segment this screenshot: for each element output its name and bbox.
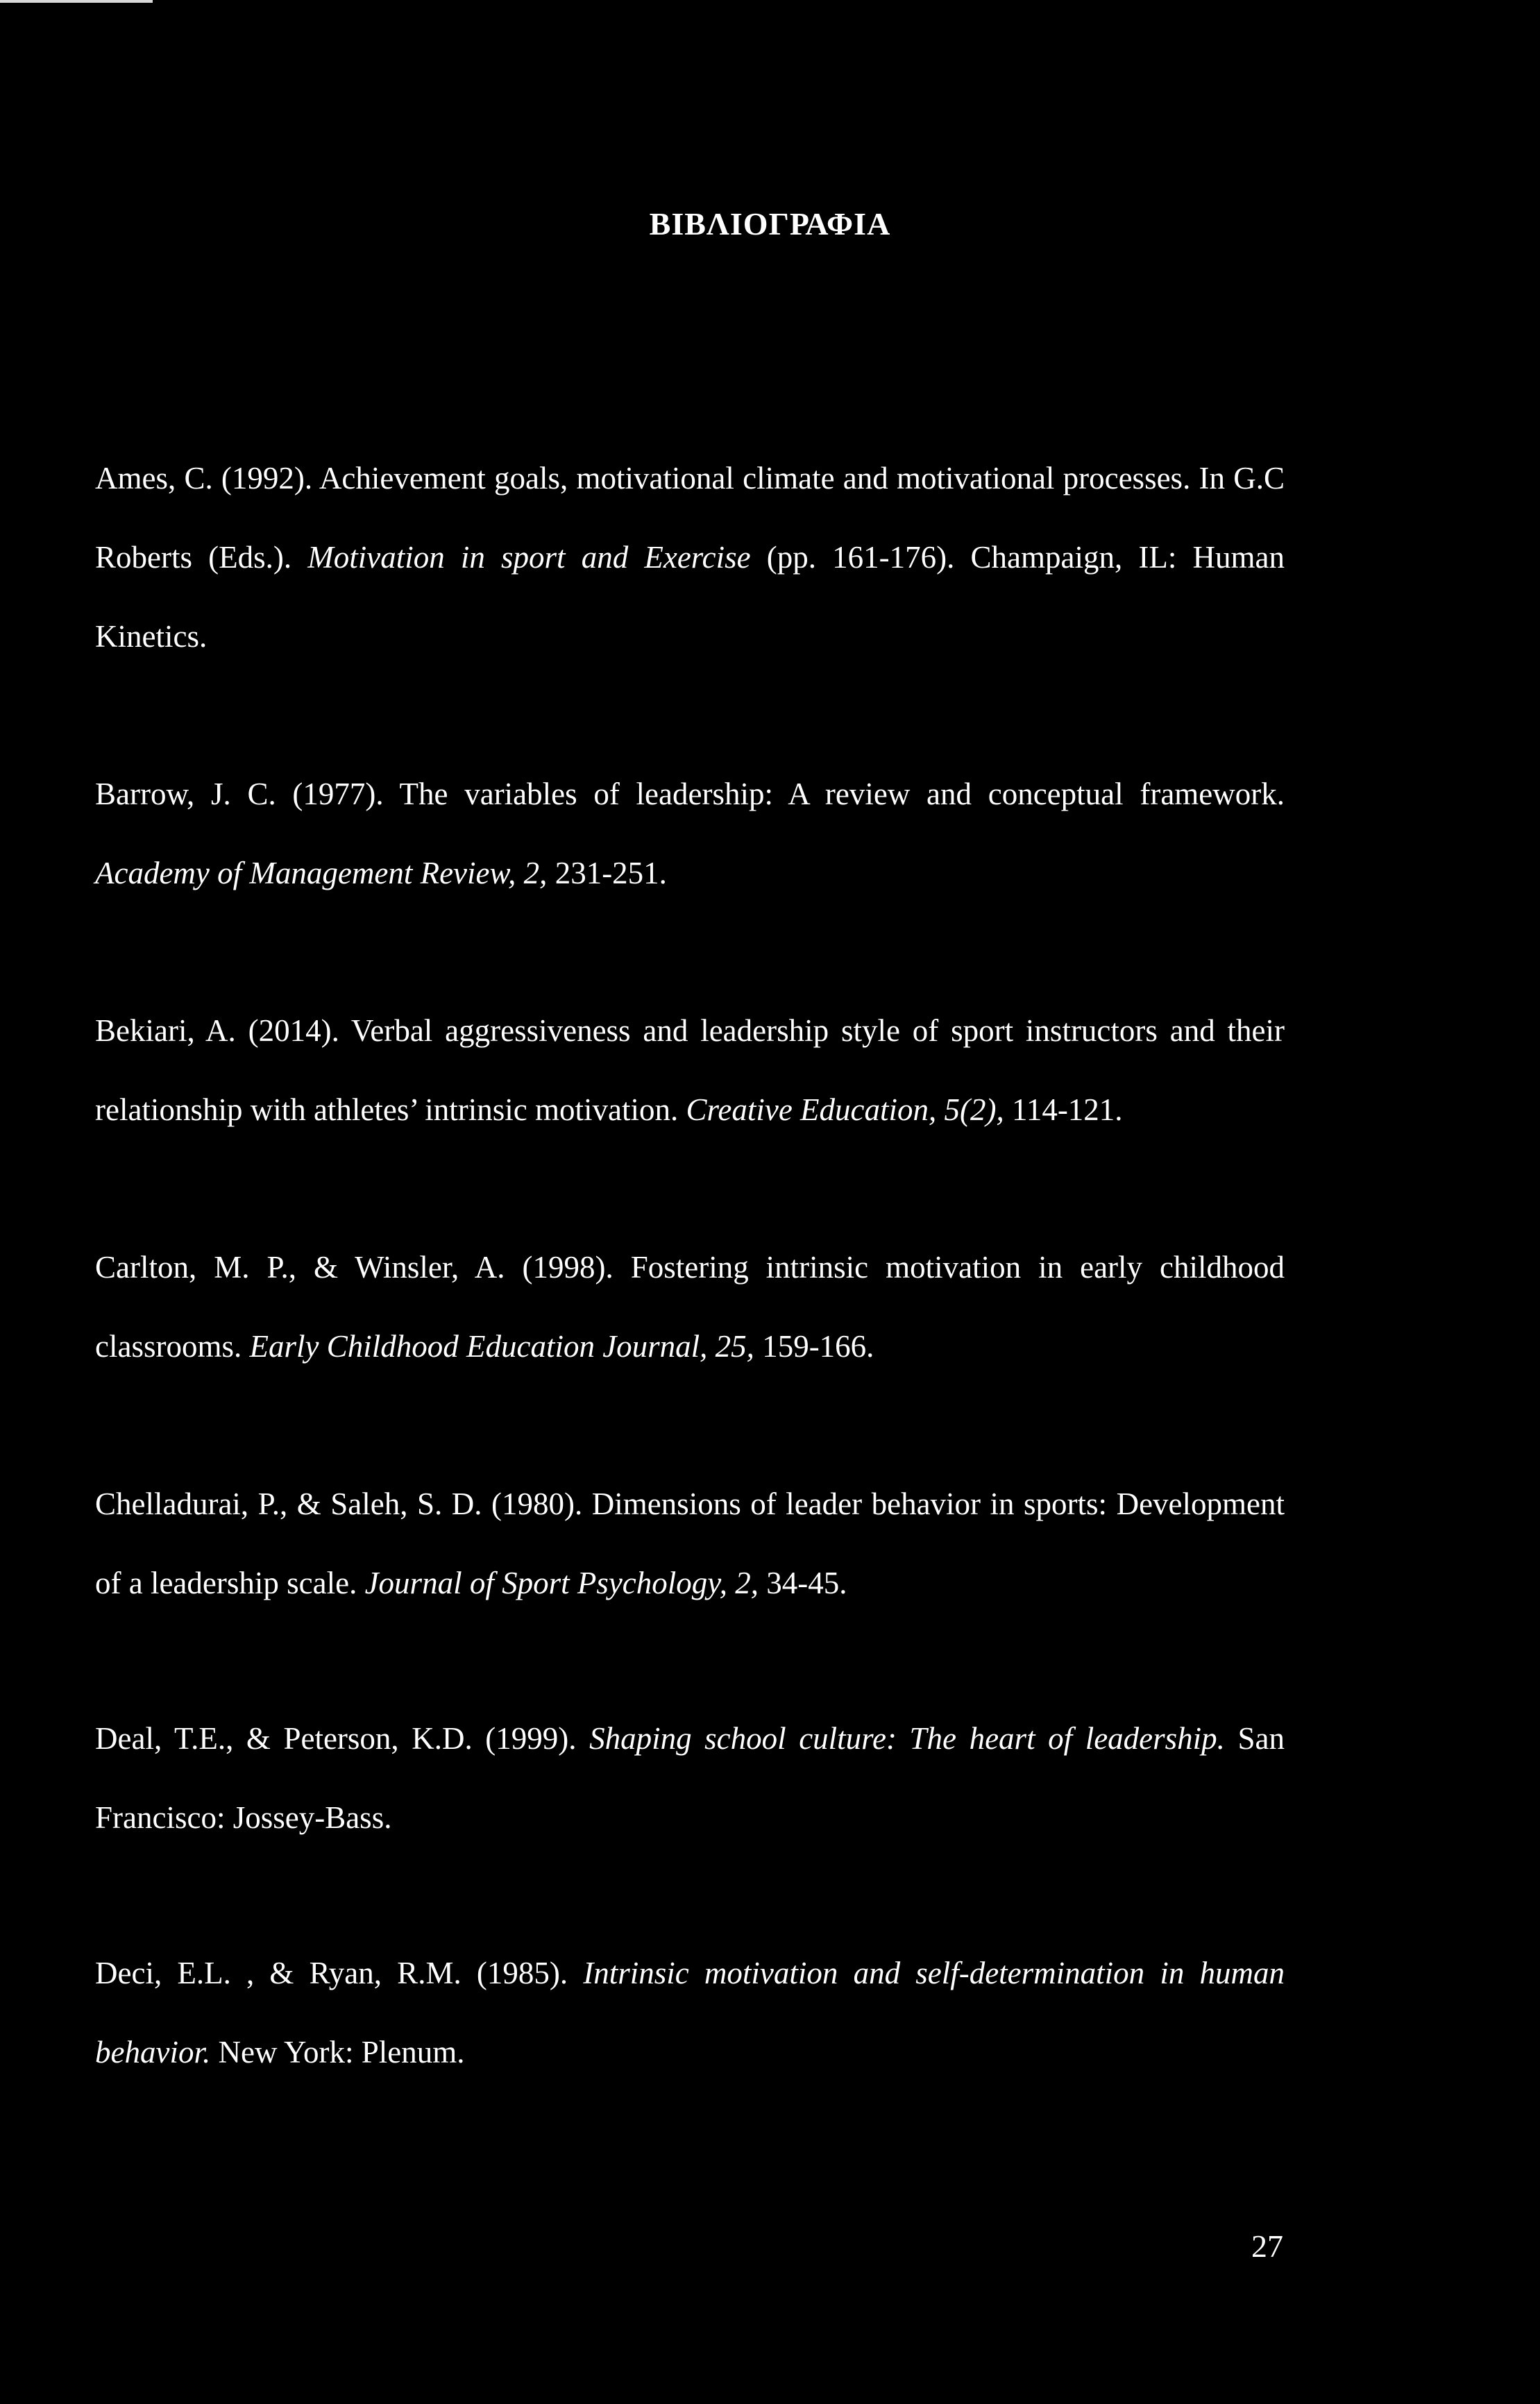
- reference-text: 159-166.: [754, 1329, 874, 1364]
- reference-text: Deci, E.L. , & Ryan, R.M. (1985).: [95, 1956, 584, 1990]
- scan-edge-mark: [0, 0, 153, 3]
- reference-source-title: Intrinsic motivation and self-determination in human behavior.: [95, 1956, 1285, 2069]
- reference-barrow: [95, 754, 1285, 913]
- reference-text: San Francisco: Jossey-Bass.: [95, 1721, 1285, 1835]
- reference-text: Deal, T.E., & Peterson, K.D. (1999).: [95, 1721, 590, 1756]
- reference-text: 34-45.: [759, 1566, 847, 1600]
- reference-text: New York: Plenum.: [210, 2035, 465, 2069]
- reference-source-title: Journal of Sport Psychology, 2,: [364, 1566, 759, 1600]
- reference-deci: [95, 1933, 1285, 2092]
- reference-chelladurai: [95, 1464, 1285, 1623]
- reference-source-title: Early Childhood Education Journal, 25,: [249, 1329, 754, 1364]
- reference-text: 114-121.: [1004, 1092, 1123, 1127]
- reference-bekiari: [95, 991, 1285, 1149]
- reference-source-title: Creative Education, 5(2),: [686, 1092, 1004, 1127]
- reference-text: Bekiari, A. (2014). Verbal aggressiveness and leadership style of sport instructors and their relationship with athletes’ intrinsic motivation.: [95, 1013, 1285, 1127]
- reference-ames: [95, 439, 1285, 676]
- reference-text: Carlton, M. P., & Winsler, A. (1998). Fostering intrinsic motivation in early childhood classrooms.: [95, 1250, 1285, 1364]
- reference-source-title: Motivation in sport and Exercise: [307, 540, 751, 575]
- page-number: 27: [1251, 2228, 1283, 2264]
- reference-source-title: Shaping school culture: The heart of leadership.: [589, 1721, 1225, 1756]
- page-title: ΒΙΒΛΙΟΓΡΑΦΙΑ: [649, 206, 891, 242]
- reference-list: [95, 439, 1285, 2170]
- reference-text: Chelladurai, P., & Saleh, S. D. (1980). Dimensions of leader behavior in sports: Development of a leadership scale.: [95, 1487, 1285, 1600]
- reference-text: (pp. 161-176). Champaign, IL: Human Kinetics.: [95, 540, 1285, 654]
- reference-text: 231-251.: [547, 856, 667, 890]
- reference-deal: [95, 1699, 1285, 1857]
- reference-text: Barrow, J. C. (1977). The variables of leadership: A review and conceptual framework.: [95, 777, 1285, 811]
- reference-text: Ames, C. (1992). Achievement goals, motivational climate and motivational processes. In G.C Roberts (Eds.).: [95, 461, 1285, 575]
- reference-source-title: Academy of Management Review, 2,: [95, 856, 548, 890]
- reference-carlton: [95, 1228, 1285, 1386]
